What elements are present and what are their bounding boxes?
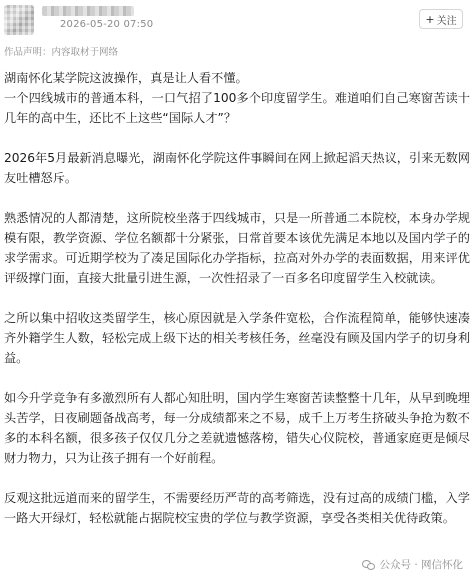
paragraph-4: 之所以集中招收这类留学生，核心原因就是入学条件宽松，合作流程简单，能够快速凑齐外籍学生人数，轻松完成上级下达的相关考核任务，丝毫没有顾及国内学子的切身利益。 — [4, 311, 470, 365]
paragraph-1: 湖南怀化某学院这波操作，真是让人看不懂。 一个四线城市的普通本科，一口气招了100多个印度留学生。难道咱们自己寒窗苦读十几年的高中生，还比不上这些“国际人才”？ — [4, 71, 470, 125]
article-body — [4, 68, 470, 548]
wechat-icon — [362, 559, 375, 570]
watermark-text: 公众号 · 网信怀化 — [379, 559, 463, 571]
follow-label: 关注 — [436, 15, 457, 27]
paragraph-6: 反观这批远道而来的留学生，不需要经历严苛的高考筛选，没有过高的成绩门槛，入学一路大开绿灯，轻松就能占据院校宝贵的学位与教学资源，享受各类相关优待政策。 — [4, 491, 470, 525]
plus-icon: + — [425, 12, 435, 26]
post-timestamp: 2026-05-20 07:50 — [60, 19, 154, 30]
paragraph-5: 如今升学竞争有多激烈所有人都心知肚明，国内学生寒窗苦读整整十几年，从早到晚埋头苦学，日夜刷题备战高考，每一分成绩都来之不易，成千上万考生挤破头争抢为数不多的本科名额，很多孩子仅仅几分之差就遗憾落榜，错失心仪院校，普通家庭更是倾尽财力物力，只为让孩子拥有一个好前程。 — [4, 391, 470, 465]
follow-button[interactable] — [419, 9, 463, 29]
avatar[interactable] — [4, 5, 34, 35]
paragraph-2: 2026年5月最新消息曝光，湖南怀化学院这件事瞬间在网上掀起滔天热议，引来无数网友吐槽怒斥。 — [4, 151, 470, 185]
paragraph-3: 熟悉情况的人都清楚，这所院校坐落于四线城市，只是一所普通二本院校，本身办学规模有限，教学资源、学位名额都十分紧张，日常首要本该优先满足本地以及国内学子的求学需求。可近期学校为了凑足国际化办学指标，拉高对外办学的表面数据，用来评优评级撑门面，直接大批量引进生源，一次性招录了一百多名印度留学生入校就读。 — [4, 211, 470, 285]
post-header — [0, 0, 473, 40]
content-notice: 作品声明：内容取材于网络 — [4, 47, 119, 58]
source-watermark — [362, 557, 463, 572]
author-name-blurred[interactable] — [42, 6, 134, 16]
